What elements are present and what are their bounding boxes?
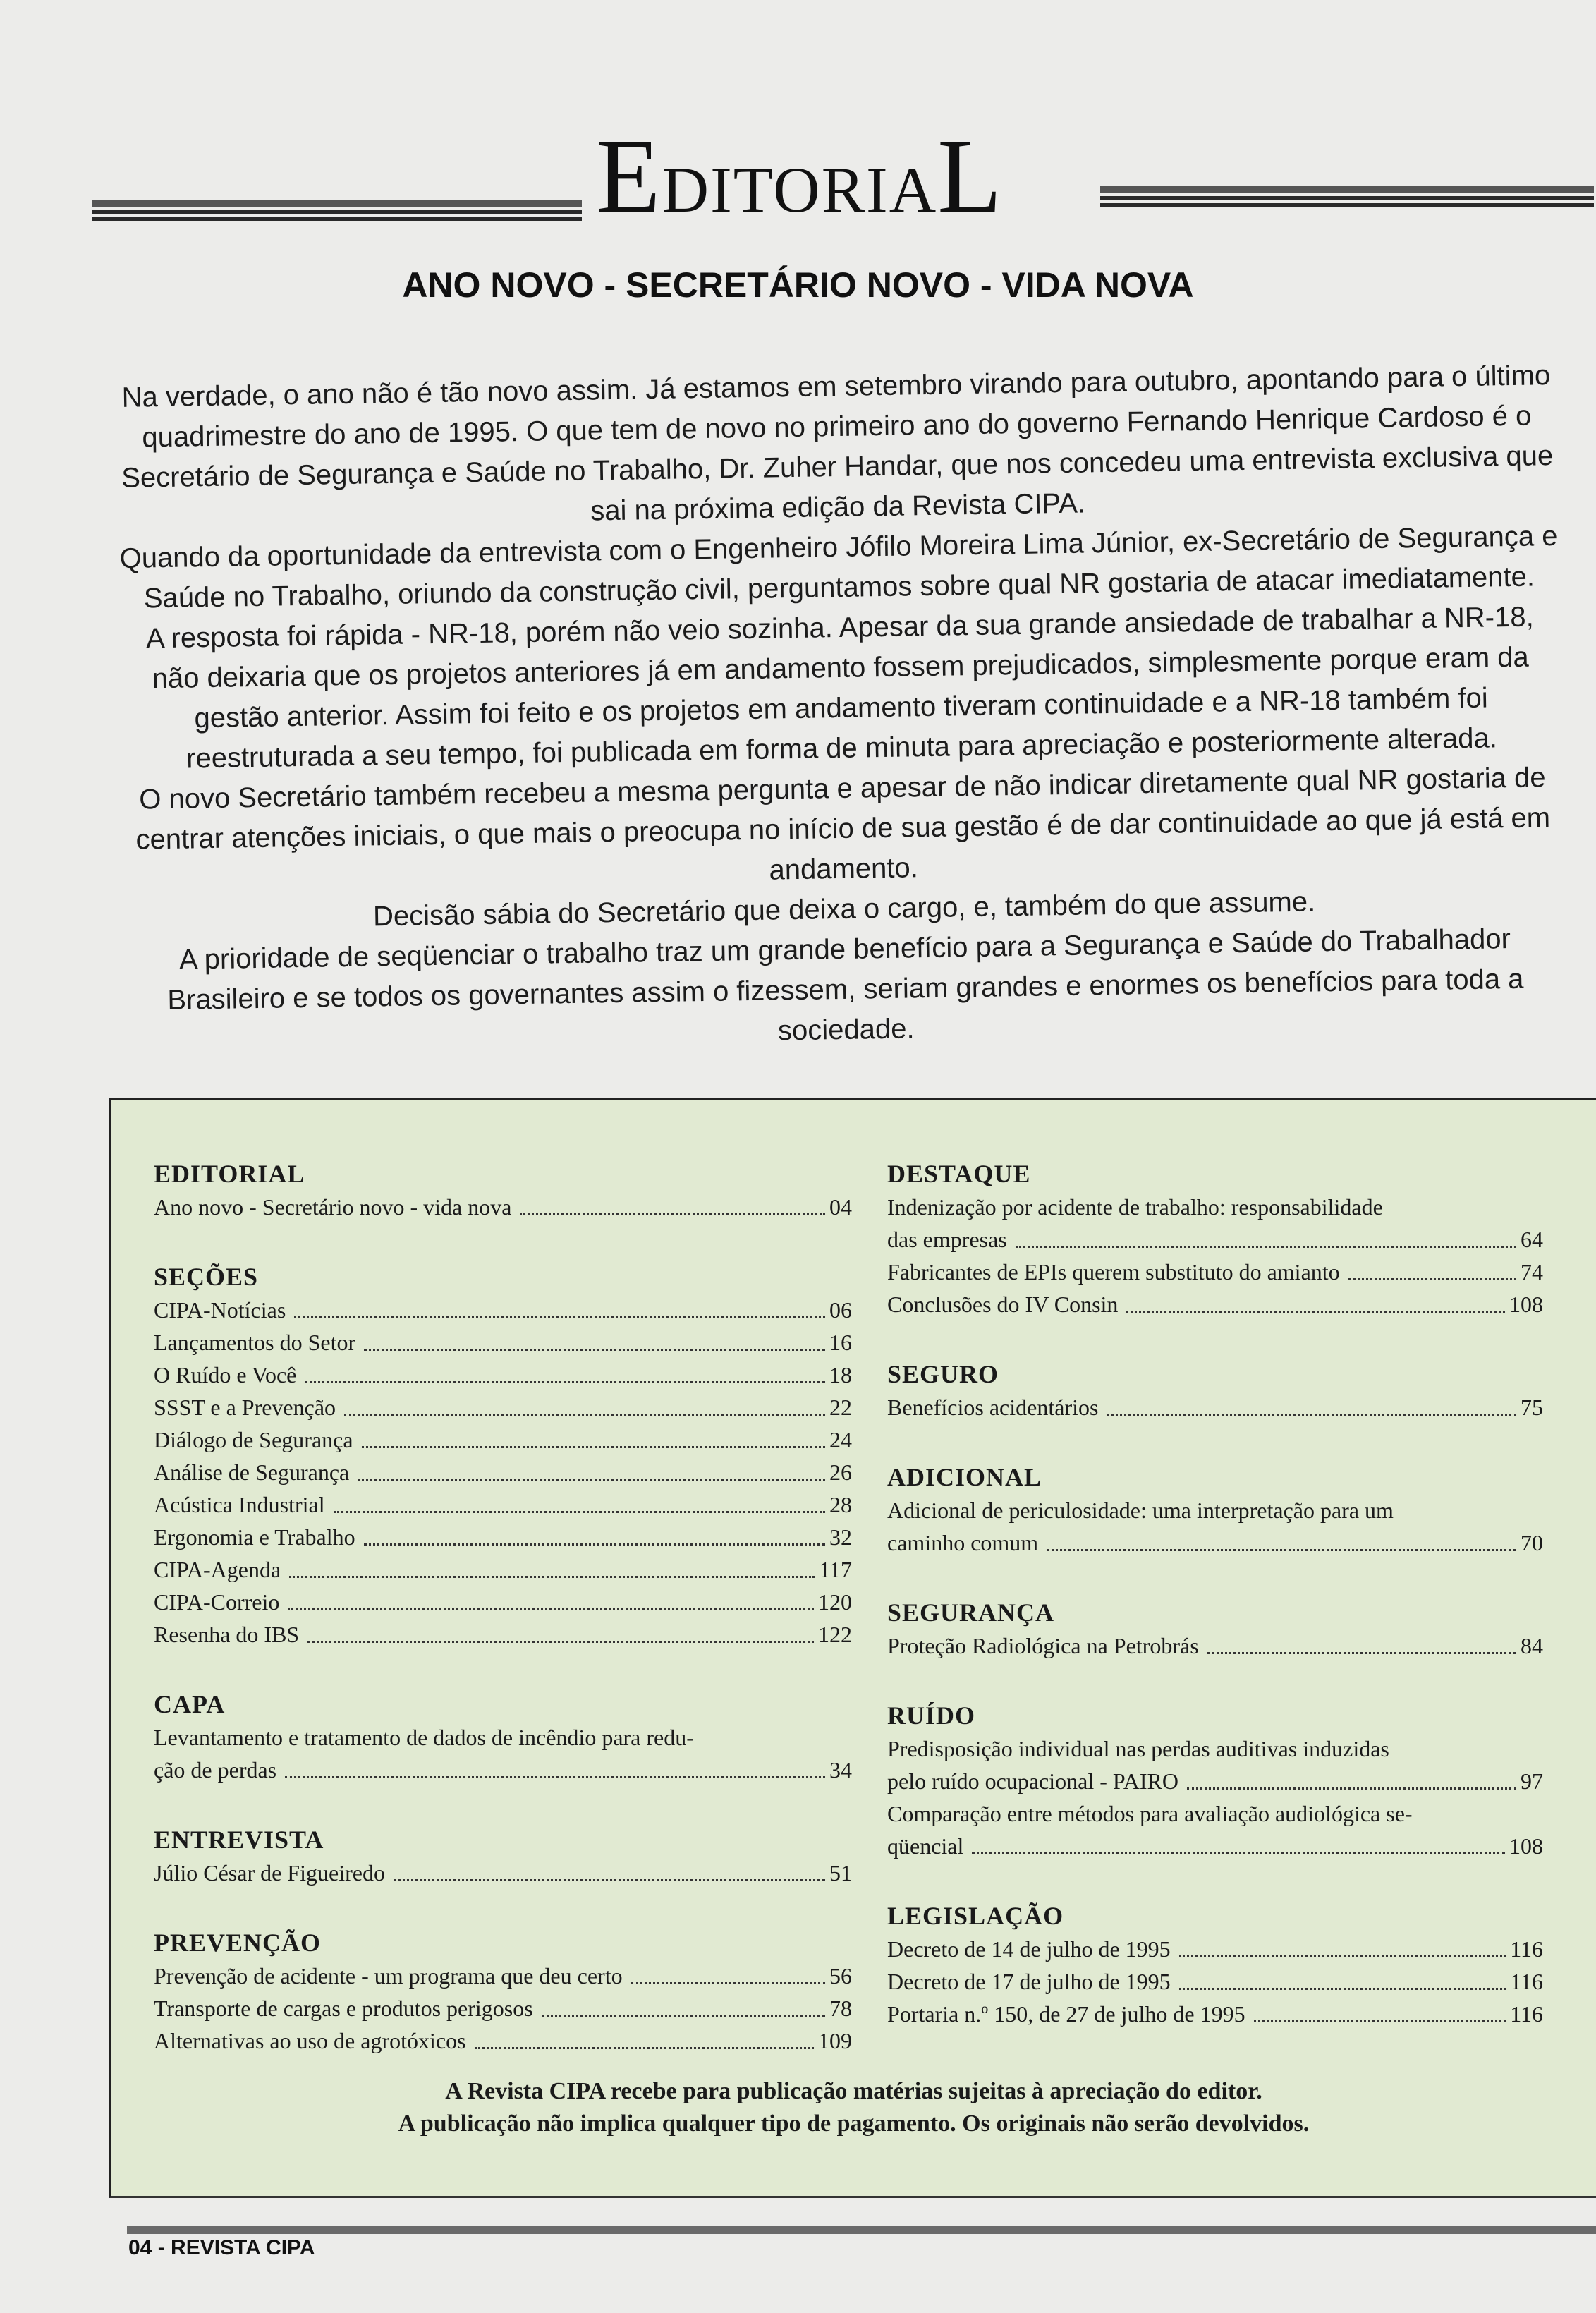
toc-page-number: 56: [829, 1963, 852, 1989]
toc-dot-leader: [1179, 1955, 1506, 1957]
toc-section: [154, 1687, 852, 1786]
toc-page-number: 109: [818, 2028, 852, 2053]
toc-entry-title: Alternativas ao uso de agrotóxicos: [154, 2028, 466, 2053]
masthead-initial: E: [596, 118, 662, 235]
toc-entry: [154, 1586, 852, 1618]
toc-dot-leader: [364, 1543, 825, 1546]
body-paragraph: Quando da oportunidade da entrevista com o Engenheiro Jófilo Moreira Lima Júnior, ex-Secretário de Segurança e Saúde no Trabalho, oriundo da construção civil, perguntamos sobre qual NR gostaria de atacar imediatamente.: [119, 520, 1558, 614]
toc-entry-title: qüencial: [887, 1833, 964, 1859]
toc-page-number: 120: [818, 1589, 852, 1615]
toc-section: [887, 1157, 1543, 1321]
toc-page-number: 24: [829, 1427, 852, 1452]
toc-section-title: SEGURANÇA: [887, 1598, 1055, 1627]
toc-page-number: 51: [829, 1860, 852, 1886]
article-body: [116, 356, 1566, 1062]
toc-entry-title: Prevenção de acidente - um programa que deu certo: [154, 1963, 623, 1989]
toc-page-number: 122: [818, 1622, 852, 1647]
masthead: [92, 118, 1594, 236]
toc-page-number: 22: [829, 1395, 852, 1420]
toc-entry: [154, 1960, 852, 1992]
toc-dot-leader: [631, 1982, 825, 1984]
body-paragraph: A prioridade de seqüenciar o trabalho traz um grande benefício para a Segurança e Saúde do Trabalhador Brasileiro e se todos os governantes assim o fizessem, seriam grandes e enormes os benefícios para toda a sociedade.: [167, 923, 1524, 1047]
toc-entry: [887, 1998, 1543, 2030]
toc-page-number: 26: [829, 1459, 852, 1485]
toc-entry: [154, 1992, 852, 2024]
toc-section-title: SEGURO: [887, 1360, 999, 1388]
editorial-notice: [111, 2075, 1596, 2140]
toc-section-title: LEGISLAÇÃO: [887, 1902, 1064, 1930]
toc-entry-title: caminho comum: [887, 1530, 1039, 1555]
toc-column-right: [887, 1157, 1543, 2067]
toc-entry: [887, 1830, 1543, 1862]
notice-line: A Revista CIPA recebe para publicação matérias sujeitas à apreciação do editor.: [445, 2078, 1262, 2104]
toc-entry: [154, 1456, 852, 1488]
toc-entry: [154, 1191, 852, 1223]
toc-dot-leader: [475, 2047, 814, 2049]
toc-entry-title: Proteção Radiológica na Petrobrás: [887, 1633, 1199, 1658]
toc-entry-title: pelo ruído ocupacional - PAIRO: [887, 1768, 1178, 1794]
toc-page-number: 108: [1509, 1292, 1543, 1317]
toc-entry-title: ção de perdas: [154, 1757, 277, 1783]
toc-page-number: 04: [829, 1194, 852, 1220]
body-paragraph: O novo Secretário também recebeu a mesma pergunta e apesar de não indicar diretamente qual NR gostaria de centrar atenções iniciais, o que mais o preocupa no início de sua gestão é de dar continuidade ao que já está em andamento.: [135, 762, 1551, 886]
toc-entry-line: Indenização por acidente de trabalho: responsabilidade: [887, 1194, 1383, 1220]
toc-entry: [154, 2024, 852, 2057]
toc-section: [154, 1926, 852, 2057]
toc-entry: [887, 1965, 1543, 1998]
toc-section-title: SEÇÕES: [154, 1263, 259, 1291]
toc-page-number: 116: [1510, 2001, 1543, 2027]
toc-section-title: DESTAQUE: [887, 1160, 1031, 1188]
toc-column-left: [154, 1157, 852, 2094]
toc-page-number: 32: [829, 1524, 852, 1550]
toc-dot-leader: [1016, 1246, 1516, 1248]
toc-entry: [154, 1857, 852, 1889]
toc-dot-leader: [334, 1511, 825, 1513]
toc-entry: [154, 1754, 852, 1786]
toc-section: [154, 1157, 852, 1223]
toc-section-title: ADICIONAL: [887, 1463, 1042, 1491]
toc-page-number: 28: [829, 1492, 852, 1517]
toc-dot-leader: [1107, 1414, 1516, 1416]
toc-section-title: CAPA: [154, 1690, 226, 1718]
toc-entry-title: Transporte de cargas e produtos perigosos: [154, 1996, 533, 2021]
toc-entry: [887, 1629, 1543, 1662]
toc-page-number: 108: [1509, 1833, 1543, 1859]
toc-entry-title: Análise de Segurança: [154, 1459, 350, 1485]
toc-dot-leader: [1187, 1787, 1516, 1790]
toc-dot-leader: [1254, 2020, 1506, 2022]
toc-entry-title: Acústica Industrial: [154, 1492, 325, 1517]
toc-section: [887, 1899, 1543, 2030]
toc-entry-title: Decreto de 14 de julho de 1995: [887, 1936, 1171, 1962]
toc-section: [154, 1823, 852, 1889]
toc-entry: [887, 1256, 1543, 1288]
table-of-contents: [109, 1098, 1596, 2198]
toc-section: [887, 1596, 1543, 1662]
toc-entry-title: SSST e a Prevenção: [154, 1395, 336, 1420]
toc-entry-line: Comparação entre métodos para avaliação audiológica se-: [887, 1801, 1413, 1826]
body-paragraph: A resposta foi rápida - NR-18, porém não veio sozinha. Apesar da sua grande ansiedade de trabalhar a NR-18, não deixaria que os projetos anteriores já em andamento fossem prejudicados, simplesmente porque eram da gestão anterior. Assim foi feito e os projetos em andamento tiveram continuidade e a NR-18 também foi reestruturada a seu tempo, foi publicada em forma de minuta para apreciação e posteriormente alterada.: [145, 601, 1534, 775]
toc-dot-leader: [344, 1414, 825, 1416]
toc-entry: [887, 1391, 1543, 1423]
body-paragraph: Decisão sábia do Secretário que deixa o cargo, e, também do que assume.: [372, 886, 1316, 933]
toc-dot-leader: [972, 1852, 1505, 1854]
toc-section-title: RUÍDO: [887, 1701, 976, 1730]
toc-entry-title: Diálogo de Segurança: [154, 1427, 353, 1452]
toc-dot-leader: [520, 1213, 825, 1215]
toc-page-number: 06: [829, 1297, 852, 1323]
toc-entry: [154, 1488, 852, 1521]
toc-entry-line: Levantamento e tratamento de dados de incêndio para redu-: [154, 1725, 694, 1750]
toc-dot-leader: [285, 1776, 825, 1778]
toc-entry: [154, 1326, 852, 1359]
masthead-title: [596, 118, 1004, 243]
toc-dot-leader: [1126, 1311, 1505, 1313]
article-headline: ANO NOVO - SECRETÁRIO NOVO - VIDA NOVA: [402, 265, 1194, 305]
toc-dot-leader: [1179, 1988, 1506, 1990]
toc-entry: [154, 1359, 852, 1391]
toc-entry-title: Resenha do IBS: [154, 1622, 300, 1647]
toc-entry-title: CIPA-Notícias: [154, 1297, 286, 1323]
masthead-middle: DITORIA: [662, 154, 938, 226]
toc-section: [154, 1260, 852, 1651]
toc-entry: [154, 1294, 852, 1326]
toc-page-number: 70: [1521, 1530, 1543, 1555]
toc-dot-leader: [1207, 1652, 1516, 1654]
body-paragraph: Na verdade, o ano não é tão novo assim. Já estamos em setembro virando para outubro, apontando para o último quadrimestre do ano de 1995. O que tem de novo no primeiro ano do governo Fernando Henrique Cardoso é o Secretário de Segurança e Saúde no Trabalho, Dr. Zuher Handar, que nos concedeu uma entrevista exclusiva que sai na próxima edição da Revista CIPA.: [121, 360, 1554, 527]
toc-entry-title: das empresas: [887, 1227, 1007, 1252]
toc-page-number: 74: [1521, 1259, 1543, 1285]
toc-dot-leader: [358, 1479, 825, 1481]
toc-entry-title: Decreto de 17 de julho de 1995: [887, 1969, 1171, 1994]
toc-entry-title: Benefícios acidentários: [887, 1395, 1099, 1420]
toc-entry-line: Adicional de periculosidade: uma interpretação para um: [887, 1498, 1394, 1523]
toc-entry: [887, 1223, 1543, 1256]
toc-page-number: 34: [829, 1757, 852, 1783]
toc-section-title: EDITORIAL: [154, 1160, 305, 1188]
toc-entry-title: CIPA-Correio: [154, 1589, 280, 1615]
toc-page-number: 78: [829, 1996, 852, 2021]
toc-entry-title: Fabricantes de EPIs querem substituto do amianto: [887, 1259, 1340, 1285]
masthead-final: L: [937, 118, 1004, 235]
toc-dot-leader: [542, 2015, 825, 2017]
toc-dot-leader: [1047, 1549, 1516, 1551]
toc-dot-leader: [364, 1349, 825, 1351]
toc-entry-title: Júlio César de Figueiredo: [154, 1860, 385, 1886]
toc-entry-line: Predisposição individual nas perdas auditivas induzidas: [887, 1736, 1389, 1761]
toc-entry-title: CIPA-Agenda: [154, 1557, 281, 1582]
toc-entry: [154, 1423, 852, 1456]
toc-entry: [154, 1553, 852, 1586]
toc-entry: [154, 1618, 852, 1651]
toc-dot-leader: [288, 1608, 814, 1610]
toc-dot-leader: [307, 1641, 814, 1643]
toc-entry-title: Conclusões do IV Consin: [887, 1292, 1119, 1317]
toc-page-number: 116: [1510, 1969, 1543, 1994]
toc-page-number: 84: [1521, 1633, 1543, 1658]
toc-section-title: ENTREVISTA: [154, 1826, 324, 1854]
toc-section: [887, 1357, 1543, 1423]
toc-entry: [887, 1933, 1543, 1965]
toc-dot-leader: [289, 1576, 815, 1578]
footer-rule: [127, 2226, 1596, 2234]
toc-entry-title: Portaria n.º 150, de 27 de julho de 1995: [887, 2001, 1245, 2027]
toc-entry-title: Ergonomia e Trabalho: [154, 1524, 355, 1550]
page-footer: 04 - REVISTA CIPA: [128, 2236, 315, 2259]
toc-dot-leader: [394, 1879, 825, 1881]
notice-line: A publicação não implica qualquer tipo de pagamento. Os originais não serão devolvidos.: [398, 2111, 1310, 2137]
toc-entry-title: Lançamentos do Setor: [154, 1330, 356, 1355]
toc-dot-leader: [294, 1316, 825, 1318]
toc-entry: [154, 1521, 852, 1553]
toc-page-number: 18: [829, 1362, 852, 1388]
masthead-rule-right: [1100, 186, 1594, 210]
toc-entry: [887, 1288, 1543, 1321]
toc-dot-leader: [362, 1446, 825, 1448]
toc-section-title: PREVENÇÃO: [154, 1929, 322, 1957]
toc-entry: [154, 1391, 852, 1423]
toc-page-number: 116: [1510, 1936, 1543, 1962]
toc-entry-title: Ano novo - Secretário novo - vida nova: [154, 1194, 512, 1220]
toc-section: [887, 1460, 1543, 1559]
masthead-rule-left: [92, 200, 582, 224]
toc-entry: [887, 1765, 1543, 1797]
toc-page-number: 97: [1521, 1768, 1543, 1794]
toc-page-number: 16: [829, 1330, 852, 1355]
toc-entry-title: O Ruído e Você: [154, 1362, 297, 1388]
toc-page-number: 75: [1521, 1395, 1543, 1420]
toc-page-number: 64: [1521, 1227, 1543, 1252]
toc-page-number: 117: [819, 1557, 852, 1582]
toc-dot-leader: [305, 1381, 825, 1383]
toc-entry: [887, 1526, 1543, 1559]
toc-dot-leader: [1348, 1278, 1516, 1280]
toc-section: [887, 1699, 1543, 1862]
